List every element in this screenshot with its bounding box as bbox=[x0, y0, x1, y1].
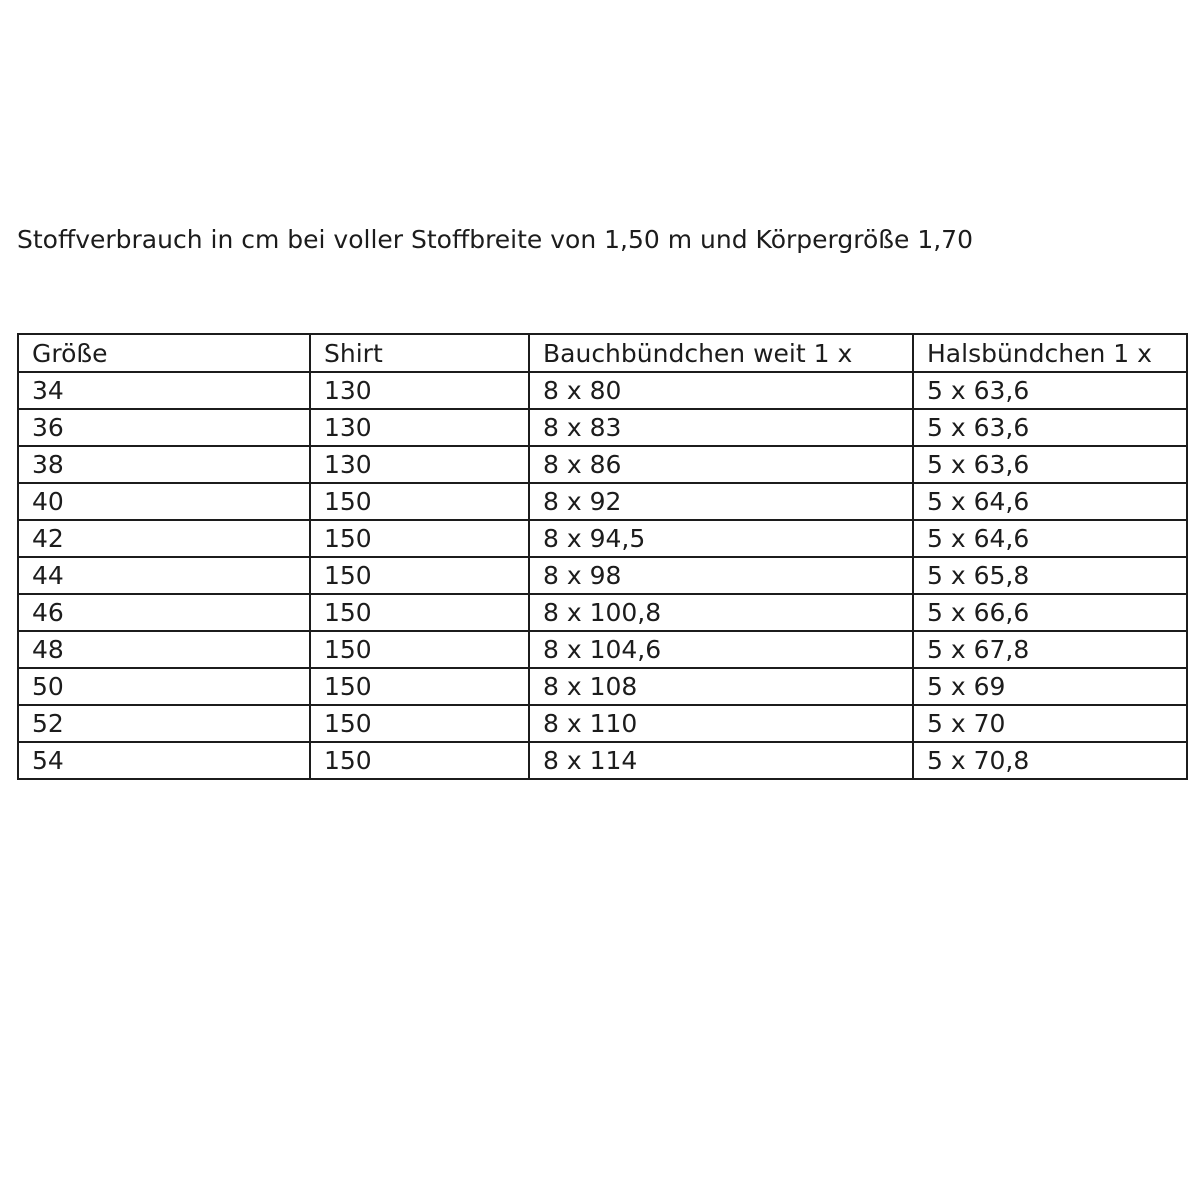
cell-waistband: 8 x 114 bbox=[529, 742, 913, 779]
column-header-neckband: Halsbündchen 1 x bbox=[913, 334, 1187, 372]
cell-shirt: 150 bbox=[310, 594, 529, 631]
cell-neckband: 5 x 65,8 bbox=[913, 557, 1187, 594]
cell-waistband: 8 x 80 bbox=[529, 372, 913, 409]
cell-size: 52 bbox=[18, 705, 310, 742]
cell-shirt: 130 bbox=[310, 446, 529, 483]
table-row bbox=[18, 705, 1187, 742]
page-title: Stoffverbrauch in cm bei voller Stoffbreite von 1,50 m und Körpergröße 1,70 bbox=[17, 225, 973, 254]
cell-neckband: 5 x 64,6 bbox=[913, 520, 1187, 557]
cell-size: 42 bbox=[18, 520, 310, 557]
table-row bbox=[18, 594, 1187, 631]
cell-waistband: 8 x 108 bbox=[529, 668, 913, 705]
table-body bbox=[18, 372, 1187, 779]
table-row bbox=[18, 742, 1187, 779]
cell-size: 48 bbox=[18, 631, 310, 668]
cell-size: 36 bbox=[18, 409, 310, 446]
cell-shirt: 150 bbox=[310, 742, 529, 779]
cell-neckband: 5 x 63,6 bbox=[913, 409, 1187, 446]
cell-neckband: 5 x 63,6 bbox=[913, 446, 1187, 483]
cell-waistband: 8 x 92 bbox=[529, 483, 913, 520]
column-header-size: Größe bbox=[18, 334, 310, 372]
cell-shirt: 150 bbox=[310, 520, 529, 557]
cell-shirt: 150 bbox=[310, 668, 529, 705]
cell-neckband: 5 x 69 bbox=[913, 668, 1187, 705]
cell-shirt: 130 bbox=[310, 409, 529, 446]
cell-neckband: 5 x 63,6 bbox=[913, 372, 1187, 409]
cell-shirt: 150 bbox=[310, 705, 529, 742]
table-row bbox=[18, 372, 1187, 409]
cell-size: 54 bbox=[18, 742, 310, 779]
cell-shirt: 150 bbox=[310, 557, 529, 594]
header-row bbox=[18, 334, 1187, 372]
cell-waistband: 8 x 94,5 bbox=[529, 520, 913, 557]
cell-waistband: 8 x 83 bbox=[529, 409, 913, 446]
cell-shirt: 150 bbox=[310, 631, 529, 668]
cell-waistband: 8 x 86 bbox=[529, 446, 913, 483]
cell-size: 34 bbox=[18, 372, 310, 409]
cell-shirt: 150 bbox=[310, 483, 529, 520]
table-header bbox=[18, 334, 1187, 372]
table-row bbox=[18, 631, 1187, 668]
cell-neckband: 5 x 66,6 bbox=[913, 594, 1187, 631]
cell-shirt: 130 bbox=[310, 372, 529, 409]
cell-neckband: 5 x 67,8 bbox=[913, 631, 1187, 668]
cell-neckband: 5 x 70 bbox=[913, 705, 1187, 742]
table-row bbox=[18, 446, 1187, 483]
cell-waistband: 8 x 110 bbox=[529, 705, 913, 742]
cell-size: 50 bbox=[18, 668, 310, 705]
fabric-consumption-table bbox=[17, 333, 1188, 780]
cell-size: 44 bbox=[18, 557, 310, 594]
table-row bbox=[18, 668, 1187, 705]
cell-size: 38 bbox=[18, 446, 310, 483]
column-header-waistband: Bauchbündchen weit 1 x bbox=[529, 334, 913, 372]
cell-size: 40 bbox=[18, 483, 310, 520]
cell-waistband: 8 x 104,6 bbox=[529, 631, 913, 668]
cell-neckband: 5 x 70,8 bbox=[913, 742, 1187, 779]
cell-waistband: 8 x 100,8 bbox=[529, 594, 913, 631]
table-row bbox=[18, 520, 1187, 557]
column-header-shirt: Shirt bbox=[310, 334, 529, 372]
cell-neckband: 5 x 64,6 bbox=[913, 483, 1187, 520]
cell-size: 46 bbox=[18, 594, 310, 631]
table-row bbox=[18, 557, 1187, 594]
cell-waistband: 8 x 98 bbox=[529, 557, 913, 594]
table-row bbox=[18, 483, 1187, 520]
table-row bbox=[18, 409, 1187, 446]
